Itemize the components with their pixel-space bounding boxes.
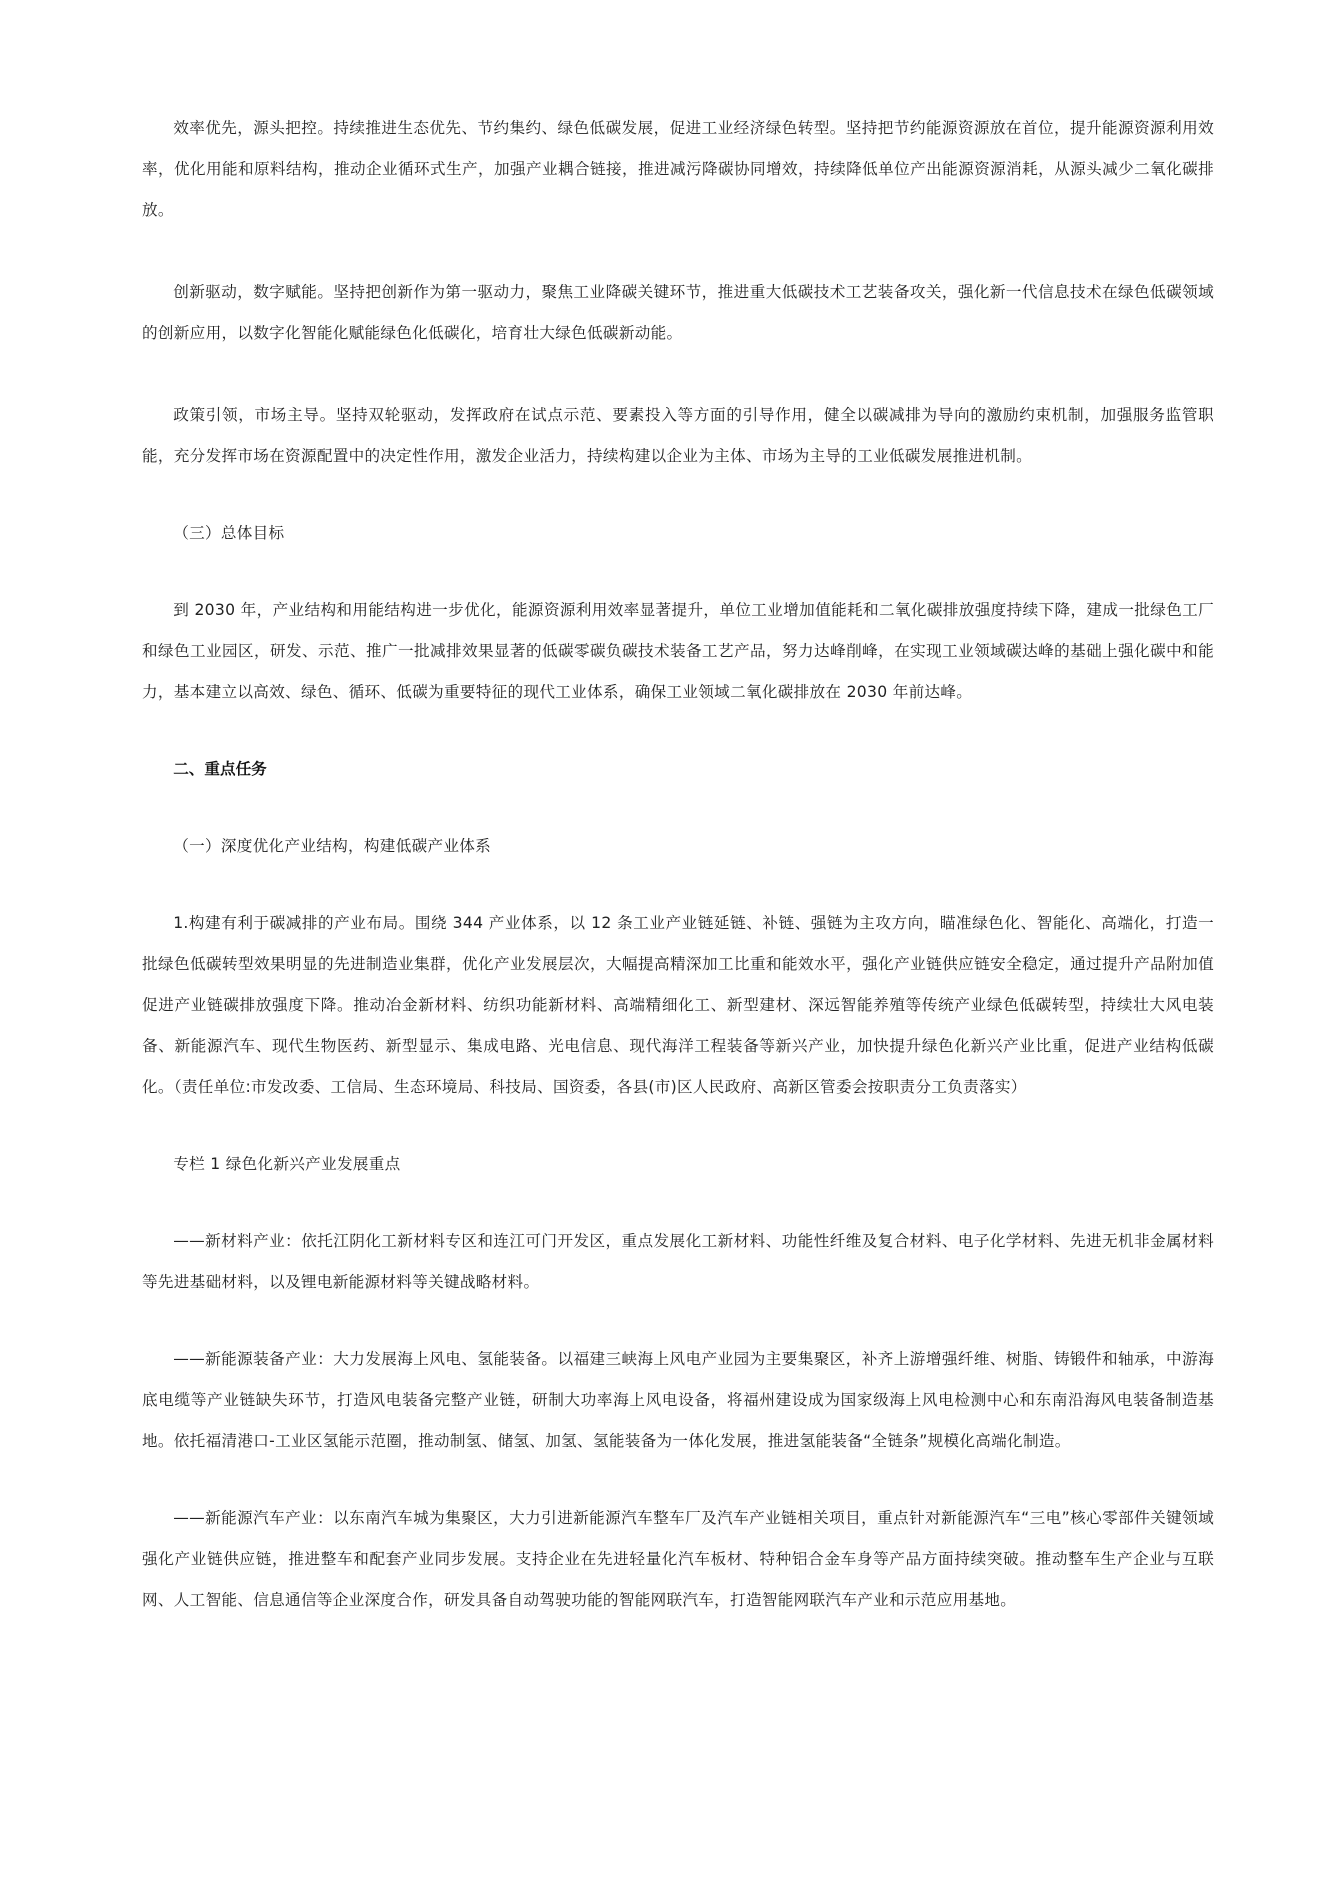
- paragraph-new-materials: ——新材料产业：依托江阴化工新材料专区和连江可门开发区，重点发展化工新材料、功能性纤维及复合材料、电子化学材料、先进无机非金属材料等先进基础材料，以及锂电新能源材料等关键战略材料。: [142, 1232, 1214, 1291]
- section-heading-overall-goal: （三）总体目标: [173, 524, 285, 542]
- column-heading-green-industries: 专栏 1 绿色化新兴产业发展重点: [173, 1155, 401, 1173]
- subsection-heading-industry-structure: （一）深度优化产业结构，构建低碳产业体系: [173, 837, 492, 855]
- section-heading-key-tasks: 二、重点任务: [173, 760, 267, 778]
- paragraph-new-energy-vehicles: ——新能源汽车产业：以东南汽车城为集聚区，大力引进新能源汽车整车厂及汽车产业链相关项目，重点针对新能源汽车“三电”核心零部件关键领域强化产业链供应链，推进整车和配套产业同步发展。支持企业在先进轻量化汽车板材、特种铝合金车身等产品方面持续突破。推动整车生产企业与互联网、人工智能、信息通信等企业深度合作，研发具备自动驾驶功能的智能网联汽车，打造智能网联汽车产业和示范应用基地。: [142, 1509, 1214, 1609]
- paragraph-overall-goal: 到 2030 年，产业结构和用能结构进一步优化，能源资源利用效率显著提升，单位工业增加值能耗和二氧化碳排放强度持续下降，建成一批绿色工厂和绿色工业园区，研发、示范、推广一批减排效果显著的低碳零碳负碳技术装备工艺产品，努力达峰削峰，在实现工业领域碳达峰的基础上强化碳中和能力，基本建立以高效、绿色、循环、低碳为重要特征的现代工业体系，确保工业领域二氧化碳排放在 2030 年前达峰。: [142, 601, 1214, 701]
- paragraph-new-energy-equipment: ——新能源装备产业：大力发展海上风电、氢能装备。以福建三峡海上风电产业园为主要集聚区，补齐上游增强纤维、树脂、铸锻件和轴承，中游海底电缆等产业链缺失环节，打造风电装备完整产业链，研制大功率海上风电设备，将福州建设成为国家级海上风电检测中心和东南沿海风电装备制造基地。依托福清港口-工业区氢能示范圈，推动制氢、储氢、加氢、氢能装备为一体化发展，推进氢能装备“全链条”规模化高端化制造。: [142, 1350, 1214, 1450]
- paragraph-policy-guidance: 政策引领，市场主导。坚持双轮驱动，发挥政府在试点示范、要素投入等方面的引导作用，健全以碳减排为导向的激励约束机制，加强服务监管职能，充分发挥市场在资源配置中的决定性作用，激发企业活力，持续构建以企业为主体、市场为主导的工业低碳发展推进机制。: [142, 406, 1214, 465]
- paragraph-innovation-driven: 创新驱动，数字赋能。坚持把创新作为第一驱动力，聚焦工业降碳关键环节，推进重大低碳技术工艺装备攻关，强化新一代信息技术在绿色低碳领域的创新应用，以数字化智能化赋能绿色化低碳化，培育壮大绿色低碳新动能。: [142, 283, 1214, 342]
- paragraph-industry-layout: 1.构建有利于碳减排的产业布局。围绕 344 产业体系，以 12 条工业产业链延链、补链、强链为主攻方向，瞄准绿色化、智能化、高端化，打造一批绿色低碳转型效果明显的先进制造业集群，优化产业发展层次，大幅提高精深加工比重和能效水平，强化产业链供应链安全稳定，通过提升产品附加值促进产业链碳排放强度下降。推动冶金新材料、纺织功能新材料、高端精细化工、新型建材、深远智能养殖等传统产业绿色低碳转型，持续壮大风电装备、新能源汽车、现代生物医药、新型显示、集成电路、光电信息、现代海洋工程装备等新兴产业，加快提升绿色化新兴产业比重，促进产业结构低碳化。（责任单位:市发改委、工信局、生态环境局、科技局、国资委，各县(市)区人民政府、高新区管委会按职责分工负责落实）: [142, 914, 1214, 1096]
- paragraph-efficiency-priority: 效率优先，源头把控。持续推进生态优先、节约集约、绿色低碳发展，促进工业经济绿色转型。坚持把节约能源资源放在首位，提升能源资源利用效率，优化用能和原料结构，推动企业循环式生产，加强产业耦合链接，推进减污降碳协同增效，持续降低单位产出能源资源消耗，从源头减少二氧化碳排放。: [142, 119, 1214, 219]
